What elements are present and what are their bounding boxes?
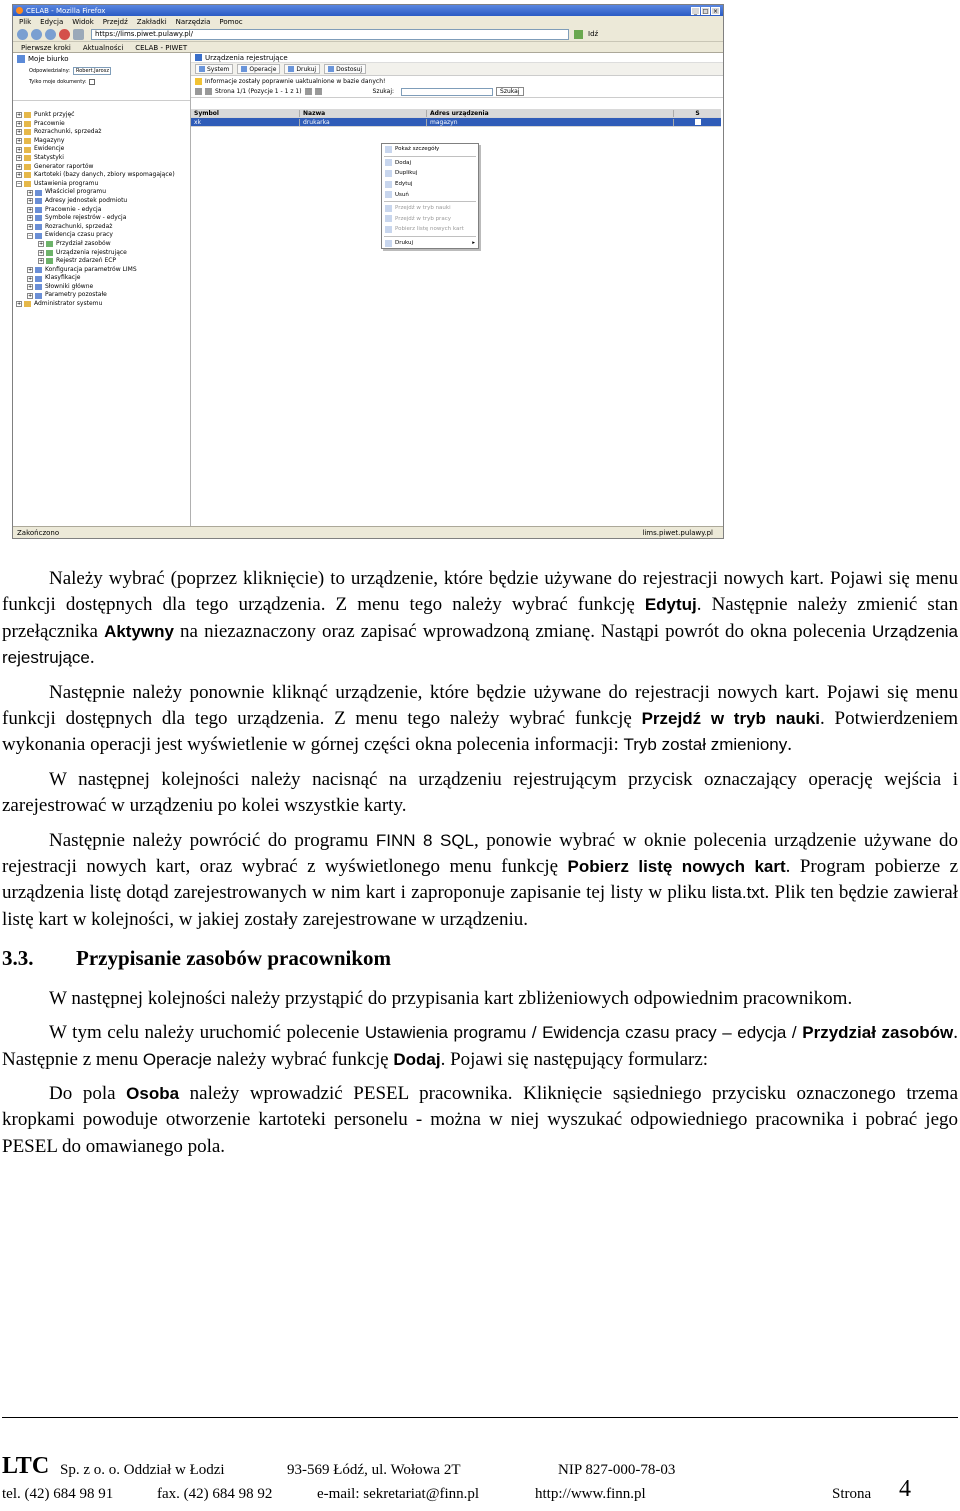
column-header[interactable]: Nazwa bbox=[300, 110, 427, 117]
context-menu-item bbox=[382, 214, 478, 225]
table-cell: magazyn bbox=[427, 119, 674, 126]
maximize-icon[interactable]: □ bbox=[702, 7, 709, 15]
section-heading bbox=[2, 945, 958, 971]
menu-item-label: Przejdź w tryb nauki bbox=[395, 205, 451, 212]
folder-icon bbox=[24, 129, 31, 135]
expand-icon[interactable]: + bbox=[39, 249, 44, 256]
menu-item-label: Pobierz listę nowych kart bbox=[395, 226, 464, 233]
info-icon bbox=[195, 78, 202, 85]
responsible-label: Odpowiedzialny: bbox=[29, 68, 70, 74]
ui-term: Edytuj bbox=[644, 595, 697, 615]
expand-icon[interactable]: + bbox=[17, 112, 22, 119]
tree-item[interactable] bbox=[16, 111, 175, 120]
info-bar bbox=[191, 76, 723, 86]
toolbar-label: Dostosuj bbox=[336, 65, 363, 73]
expand-icon[interactable]: + bbox=[17, 172, 22, 179]
tree-item-label: Administrator systemu bbox=[34, 300, 103, 308]
tree-item[interactable] bbox=[16, 137, 175, 146]
status-host: lims.piwet.pulawy.pl bbox=[642, 528, 713, 537]
expand-icon[interactable]: + bbox=[17, 129, 22, 136]
bookmark-item[interactable]: Aktualności bbox=[82, 44, 124, 52]
company-logo-text: LTC bbox=[2, 1453, 50, 1479]
context-menu-item[interactable] bbox=[382, 238, 478, 249]
ui-term: Urządzenia rejestrujące bbox=[2, 621, 959, 668]
first-page-icon[interactable] bbox=[195, 88, 202, 95]
ui-term: Ustawienia programu / Ewidencja czasu pracy – edycja / bbox=[364, 1023, 797, 1043]
expand-icon[interactable]: + bbox=[28, 198, 33, 205]
menu-zakladki[interactable]: Zakładki bbox=[136, 18, 167, 26]
text-run: należy wybrać funkcję bbox=[211, 1048, 394, 1070]
desk-icon bbox=[17, 55, 25, 63]
menu-item-icon bbox=[385, 170, 392, 177]
ui-term: Osoba bbox=[126, 1083, 180, 1103]
tree-item-label: Właściciel programu bbox=[45, 188, 107, 196]
tree-item[interactable] bbox=[16, 240, 175, 249]
expand-icon[interactable]: + bbox=[28, 284, 33, 291]
stop-icon[interactable] bbox=[59, 29, 70, 40]
text-run: W tym celu należy uruchomić polecenie bbox=[49, 1022, 365, 1044]
expand-icon[interactable]: + bbox=[17, 163, 22, 170]
footer-email: e-mail: sekretariat@finn.pl bbox=[317, 1486, 480, 1502]
table-cell: xk bbox=[191, 119, 300, 126]
window-controls bbox=[691, 7, 720, 15]
footer-rule bbox=[2, 1417, 958, 1418]
text-run: . Plik ten będzie zawierał listę kart w kolejności, w jakiej zostały zarejestrowane w urządzeniu. bbox=[2, 882, 958, 930]
context-menu-item[interactable] bbox=[382, 179, 478, 190]
panel-title: Urządzenia rejestrujące bbox=[205, 53, 288, 62]
menu-widok[interactable]: Widok bbox=[72, 18, 94, 26]
folder-icon bbox=[46, 258, 53, 264]
text-run: . Pojawi się następujący formularz: bbox=[440, 1048, 709, 1070]
tree-item[interactable] bbox=[16, 171, 175, 180]
minimize-icon[interactable]: _ bbox=[691, 7, 700, 15]
panel-header bbox=[191, 53, 723, 63]
document-body bbox=[2, 566, 958, 1168]
text-run: należy wprowadzić PESEL pracownika. Kliknięcie sąsiedniego przycisku oznaczonego trzema kropkami powoduje otworzenie kartoteki personelu - można w niej wyszukać odpowiedniego pracownika i pobrać jego PESEL do omawianego pola. bbox=[2, 1082, 958, 1157]
search-label: Szukaj: bbox=[372, 88, 395, 95]
tree-item[interactable] bbox=[16, 249, 175, 258]
menu-pomoc[interactable]: Pomoc bbox=[219, 18, 243, 26]
paragraph bbox=[2, 680, 958, 759]
folder-icon bbox=[24, 155, 31, 161]
tree-item[interactable] bbox=[16, 206, 175, 215]
expand-icon[interactable]: + bbox=[28, 215, 33, 222]
devices-table bbox=[191, 109, 721, 127]
menu-przejdz[interactable]: Przejdź bbox=[102, 18, 128, 26]
navigation-tree bbox=[16, 111, 175, 309]
folder-icon bbox=[35, 233, 42, 239]
ui-term: Operacje bbox=[142, 1049, 212, 1069]
tree-item-label: Ewidencje bbox=[34, 145, 65, 153]
tree-item-label: Parametry pozostałe bbox=[45, 291, 107, 299]
tree-item-label: Ustawienia programu bbox=[34, 179, 99, 187]
paragraph bbox=[2, 828, 958, 934]
folder-icon bbox=[24, 164, 31, 170]
menu-plik[interactable]: Plik bbox=[19, 18, 32, 26]
only-mine-checkbox[interactable] bbox=[89, 79, 95, 85]
toolbar-label: Operacje bbox=[249, 65, 277, 73]
expand-icon[interactable]: − bbox=[17, 181, 22, 188]
text-run: . Następnie z menu bbox=[2, 1022, 959, 1070]
folder-icon bbox=[24, 181, 31, 187]
window-titlebar bbox=[13, 5, 723, 16]
folder-icon bbox=[35, 207, 42, 213]
tree-item[interactable] bbox=[16, 197, 175, 206]
navigation-toolbar bbox=[13, 27, 723, 42]
pager-text: Strona 1/1 (Pozycje 1 - 1 z 1) bbox=[215, 88, 302, 95]
column-header[interactable]: Adres urządzenia bbox=[427, 110, 674, 117]
table-cell bbox=[674, 119, 721, 125]
embedded-screenshot bbox=[12, 4, 724, 539]
menu-separator bbox=[384, 201, 476, 202]
toolbar-label: System bbox=[207, 65, 230, 73]
tree-item-label: Rozrachunki, sprzedaż bbox=[45, 222, 113, 230]
folder-icon bbox=[46, 241, 53, 247]
back-icon[interactable] bbox=[17, 29, 28, 40]
tree-item-label: Rejestr zdarzeń ECP bbox=[56, 257, 117, 265]
ui-term: Przejdź w tryb nauki bbox=[641, 709, 821, 729]
search-button[interactable]: Szukaj bbox=[496, 87, 523, 96]
panel-toolbar bbox=[191, 63, 723, 76]
footer-www[interactable]: http://www.finn.pl bbox=[535, 1486, 646, 1502]
menu-item-label: Edytuj bbox=[395, 181, 413, 188]
tree-item[interactable] bbox=[16, 145, 175, 154]
tree-item[interactable] bbox=[16, 257, 175, 266]
tree-item[interactable] bbox=[16, 120, 175, 129]
ui-term: Pobierz listę nowych kart bbox=[567, 857, 786, 877]
tree-item-label: Ewidencja czasu pracy bbox=[45, 231, 113, 239]
folder-icon bbox=[35, 215, 42, 221]
tree-item[interactable] bbox=[16, 274, 175, 283]
close-icon[interactable]: × bbox=[712, 7, 719, 15]
app-area bbox=[13, 53, 723, 526]
menu-item-label: Przejdź w tryb pracy bbox=[395, 215, 451, 222]
go-button-label[interactable]: Idź bbox=[588, 30, 599, 38]
menu-item-label: Duplikuj bbox=[395, 170, 418, 177]
menu-item-icon bbox=[385, 226, 392, 233]
tree-item-label: Urządzenia rejestrujące bbox=[56, 248, 127, 256]
menu-item-icon bbox=[385, 215, 392, 222]
folder-icon bbox=[24, 138, 31, 144]
only-mine-label: Tylko moje dokumenty: bbox=[29, 79, 87, 85]
footer-page-label: Strona bbox=[832, 1486, 872, 1502]
table-header bbox=[191, 109, 721, 118]
tree-item-label: Magazyny bbox=[34, 136, 65, 144]
tree-item[interactable] bbox=[16, 231, 175, 240]
tree-item[interactable] bbox=[16, 154, 175, 163]
menu-item-label: Drukuj bbox=[395, 240, 414, 247]
submenu-arrow-icon: ▸ bbox=[472, 240, 475, 247]
expand-icon[interactable]: + bbox=[28, 275, 33, 282]
ui-term: Przydział zasobów bbox=[802, 1023, 954, 1043]
footer-address: 93-569 Łódź, ul. Wołowa 2T bbox=[287, 1462, 461, 1478]
toolbar-dostosuj-button[interactable] bbox=[324, 64, 366, 74]
text-run: . Następnie należy zmienić stan przełącznika bbox=[2, 594, 958, 642]
folder-icon bbox=[24, 301, 31, 307]
menu-item-icon bbox=[385, 146, 392, 153]
expand-icon[interactable]: + bbox=[28, 266, 33, 273]
my-desk-title: Moje biurko bbox=[28, 55, 69, 63]
column-header[interactable]: Symbol bbox=[191, 110, 300, 117]
paragraph bbox=[2, 986, 958, 1012]
text-run: , ponowie wybrać w oknie polecenia urządzenie używane do rejestracji nowych kart, oraz wybrać z wyświetlonego menu funkcję bbox=[2, 829, 958, 878]
tree-item[interactable] bbox=[16, 188, 175, 197]
tree-item[interactable] bbox=[16, 300, 175, 309]
text-run: . bbox=[787, 734, 793, 756]
expand-icon[interactable]: + bbox=[28, 189, 33, 196]
info-message: Informacje zostały poprawnie uaktualnione w bazie danych! bbox=[205, 77, 386, 85]
folder-icon bbox=[35, 293, 42, 299]
text-run: . bbox=[89, 647, 95, 669]
toolbar-operacje-button[interactable] bbox=[237, 64, 280, 74]
tree-item-label: Adresy jednostek podmiotu bbox=[45, 196, 128, 204]
go-icon[interactable] bbox=[574, 30, 583, 39]
folder-icon bbox=[35, 224, 42, 230]
window-title: CELAB - Mozilla Firefox bbox=[26, 6, 106, 15]
context-menu-item[interactable] bbox=[382, 189, 478, 200]
browser-statusbar bbox=[13, 526, 723, 538]
tree-item-label: Słowniki główne bbox=[45, 282, 94, 290]
paragraph bbox=[2, 1020, 958, 1073]
tree-item-label: Punkt przyjęć bbox=[34, 111, 75, 118]
expand-icon[interactable]: − bbox=[28, 232, 33, 239]
print-icon bbox=[288, 66, 294, 72]
paragraph bbox=[2, 767, 958, 820]
next-page-icon[interactable] bbox=[305, 88, 312, 95]
context-menu-item bbox=[382, 224, 478, 235]
firefox-icon bbox=[16, 7, 23, 14]
tree-item[interactable] bbox=[16, 180, 175, 189]
status-text: Zakończono bbox=[17, 528, 60, 537]
paragraph bbox=[2, 566, 958, 672]
pager-bar bbox=[191, 86, 723, 98]
context-menu-item bbox=[382, 203, 478, 214]
ui-term: FINN 8 SQL bbox=[375, 830, 475, 850]
menu-item-label: Pokaż szczegóły bbox=[395, 146, 440, 153]
text-run: . Program pobierze z urządzenia listę dotąd zarejestrowanych w nim kart i zaproponuje zapisanie tej listy w pliku bbox=[2, 856, 959, 904]
tree-item[interactable] bbox=[16, 291, 175, 300]
folder-icon bbox=[24, 112, 31, 118]
menu-item-label: Usuń bbox=[395, 191, 409, 198]
tree-item-label: Rozrachunki, sprzedaż bbox=[34, 128, 102, 136]
text-run: W następnej kolejności należy nacisnąć na urządzeniu rejestrującym przycisk oznaczający operację wejścia i zarejestrować w urządzeniu po kolei wszystkie karty. bbox=[2, 768, 958, 817]
tree-item[interactable] bbox=[16, 266, 175, 275]
table-cell: drukarka bbox=[300, 119, 427, 126]
expand-icon[interactable]: + bbox=[17, 155, 22, 162]
my-desk-panel bbox=[13, 53, 190, 101]
menu-narzedzia[interactable]: Narzędzia bbox=[175, 18, 211, 26]
customize-icon bbox=[328, 66, 334, 72]
folder-icon bbox=[35, 198, 42, 204]
footer-line-2 bbox=[2, 1476, 911, 1503]
ui-term: lista.txt bbox=[711, 883, 765, 903]
folder-icon bbox=[24, 147, 31, 153]
expand-icon[interactable]: + bbox=[39, 241, 44, 248]
context-menu-item[interactable] bbox=[382, 158, 478, 169]
main-pane bbox=[191, 53, 723, 526]
expand-icon[interactable]: + bbox=[28, 224, 33, 231]
paragraph bbox=[2, 1081, 958, 1160]
toolbar-drukuj-button[interactable] bbox=[284, 64, 320, 74]
text-run: Następnie należy powrócić do programu bbox=[49, 829, 376, 851]
folder-icon bbox=[35, 190, 42, 196]
text-run: Następnie należy ponownie kliknąć urządzenie, które będzie używane do rejestracji nowych kart. Pojawi się menu funkcji dostępnych dla tego urządzenia. Z menu tego należy wybrać funkcję bbox=[2, 681, 958, 730]
text-run: . Potwierdzeniem wykonania operacji jest wyświetlenie w górnej części okna polecenia informacji: bbox=[2, 708, 958, 756]
menu-edycja[interactable]: Edycja bbox=[40, 18, 64, 26]
last-page-icon[interactable] bbox=[315, 88, 322, 95]
reload-icon[interactable] bbox=[45, 29, 56, 40]
tree-item-label: Pracownie bbox=[34, 119, 65, 127]
tree-item-label: Pracownie - edycja bbox=[45, 205, 102, 213]
menu-item-label: Dodaj bbox=[395, 159, 411, 166]
toolbar-system-button[interactable] bbox=[195, 64, 233, 74]
tree-item-label: Przydział zasobów bbox=[56, 239, 111, 247]
menu-separator bbox=[384, 236, 476, 237]
text-run: W następnej kolejności należy przystąpić do przypisania kart zbliżeniowych odpowiednim pracownikom. bbox=[49, 987, 853, 1009]
menu-item-icon bbox=[385, 191, 392, 198]
prev-page-icon[interactable] bbox=[205, 88, 212, 95]
tree-item[interactable] bbox=[16, 128, 175, 137]
bookmark-item[interactable]: CELAB - PIWET bbox=[135, 44, 188, 52]
active-checkbox[interactable] bbox=[695, 119, 701, 125]
footer-fax: fax. (42) 684 98 92 bbox=[157, 1486, 273, 1502]
expand-icon[interactable]: + bbox=[17, 120, 22, 127]
ui-term: Dodaj bbox=[393, 1049, 441, 1069]
expand-icon[interactable]: + bbox=[17, 301, 22, 308]
context-menu-item[interactable] bbox=[382, 144, 478, 155]
tree-item-label: Kartoteki (bazy danych, zbiory wspomagające) bbox=[34, 171, 175, 179]
search-input[interactable] bbox=[401, 88, 493, 96]
section-number: 3.3. bbox=[2, 946, 34, 971]
context-menu-item[interactable] bbox=[382, 168, 478, 179]
menu-item-icon bbox=[385, 205, 392, 212]
footer-page-number: 4 bbox=[899, 1476, 911, 1502]
forward-icon[interactable] bbox=[31, 29, 42, 40]
folder-icon bbox=[35, 267, 42, 273]
footer-nip: NIP 827-000-78-03 bbox=[558, 1462, 676, 1478]
toolbar-label: Drukuj bbox=[296, 65, 317, 73]
tree-item[interactable] bbox=[16, 214, 175, 223]
context-menu bbox=[381, 143, 479, 249]
tree-item[interactable] bbox=[16, 163, 175, 172]
folder-icon bbox=[46, 250, 53, 256]
menu-item-icon bbox=[385, 181, 392, 188]
left-pane bbox=[13, 53, 191, 526]
text-run: Należy wybrać (poprzez kliknięcie) to urządzenie, które będzie używane do rejestracji nowych kart. Pojawi się menu funkcji dostępnych dla tego urządzenia. Z menu tego należy wybrać funkcję bbox=[2, 568, 958, 616]
text-run: na niezaznaczony oraz zapisać wprowadzoną zmianę. Nastąpi powrót do okna polecenia bbox=[173, 620, 873, 642]
responsible-select[interactable]: Robert.Jarosz bbox=[73, 67, 111, 75]
panel-icon bbox=[195, 54, 202, 61]
folder-icon bbox=[35, 284, 42, 290]
tree-item-label: Konfiguracja parametrów LIMS bbox=[45, 265, 137, 273]
menu-item-icon bbox=[385, 159, 392, 166]
tree-item-label: Klasyfikacje bbox=[45, 274, 81, 282]
table-row[interactable] bbox=[191, 118, 721, 127]
text-run: Do pola bbox=[49, 1082, 127, 1104]
menu-item-icon bbox=[385, 240, 392, 247]
expand-icon[interactable]: + bbox=[17, 138, 22, 145]
browser-menubar bbox=[13, 16, 723, 27]
folder-icon bbox=[24, 172, 31, 178]
system-icon bbox=[199, 66, 205, 72]
home-icon[interactable] bbox=[73, 29, 84, 40]
tree-item-label: Statystyki bbox=[34, 153, 64, 161]
expand-icon[interactable]: + bbox=[39, 258, 44, 265]
operations-icon bbox=[241, 66, 247, 72]
expand-icon[interactable]: + bbox=[17, 146, 22, 153]
tree-item[interactable] bbox=[16, 283, 175, 292]
section-title: Przypisanie zasobów pracownikom bbox=[76, 946, 391, 971]
ui-term: Aktywny bbox=[104, 621, 174, 641]
footer-line-1 bbox=[2, 1453, 676, 1480]
footer-branch: Sp. z o. o. Oddział w Łodzi bbox=[60, 1462, 225, 1478]
bookmarks-toolbar bbox=[13, 42, 723, 53]
ui-term: Tryb został zmieniony bbox=[623, 735, 788, 755]
tree-item[interactable] bbox=[16, 223, 175, 232]
tree-item-label: Symbole rejestrów - edycja bbox=[45, 214, 127, 222]
column-header[interactable]: S bbox=[695, 109, 700, 117]
footer-tel: tel. (42) 684 98 91 bbox=[2, 1486, 114, 1502]
menu-separator bbox=[384, 156, 476, 157]
expand-icon[interactable]: + bbox=[28, 292, 33, 299]
folder-icon bbox=[24, 121, 31, 127]
bookmark-item[interactable]: Pierwsze kroki bbox=[21, 44, 71, 52]
tree-item-label: Generator raportów bbox=[34, 162, 94, 170]
folder-icon bbox=[35, 276, 42, 282]
address-bar[interactable]: https://lims.piwet.pulawy.pl/ bbox=[91, 29, 569, 40]
expand-icon[interactable]: + bbox=[28, 206, 33, 213]
